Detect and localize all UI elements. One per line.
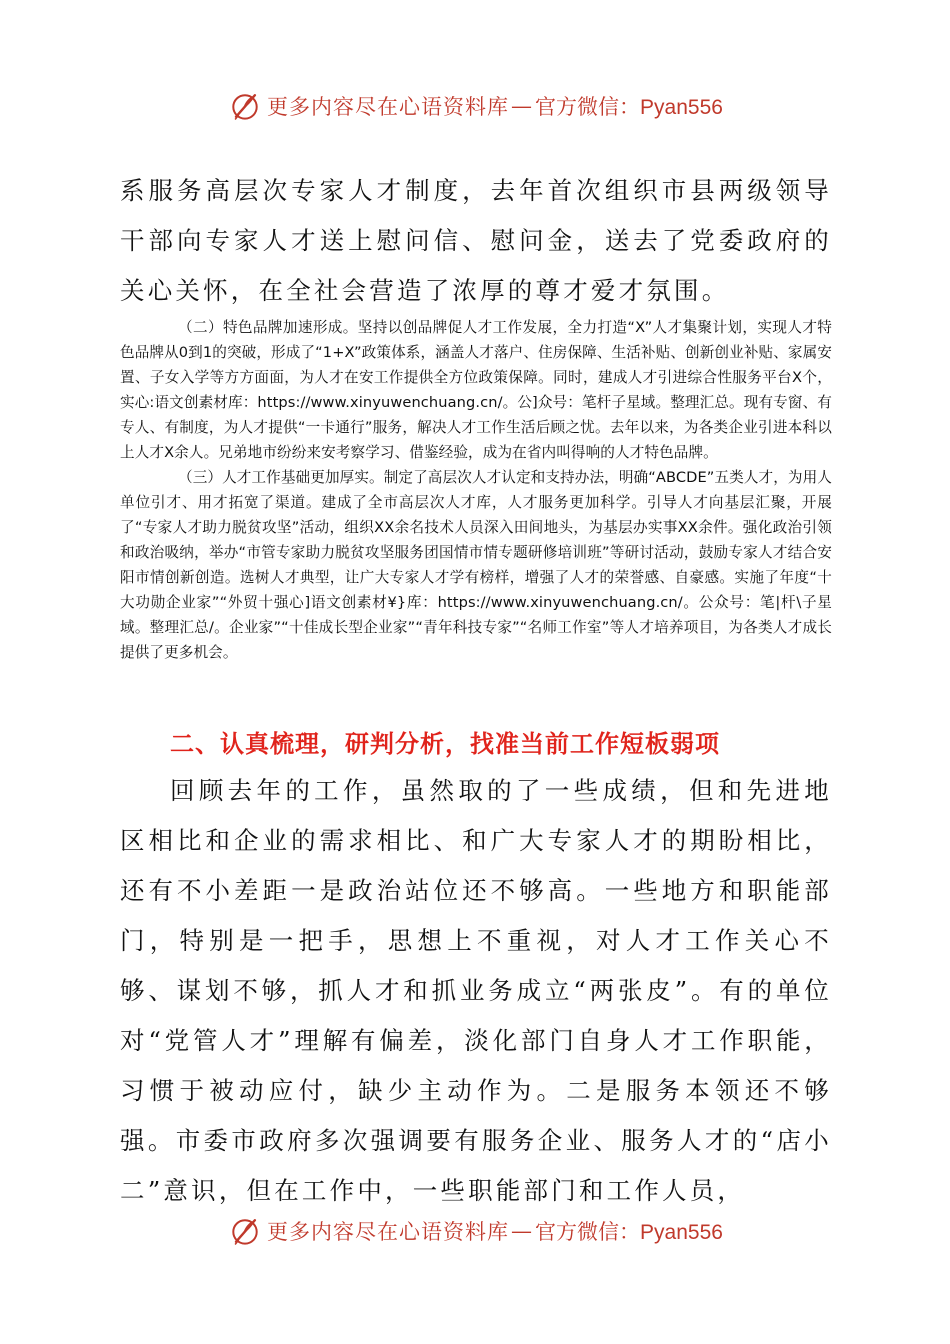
intro-paragraph: 系服务高层次专家人才制度，去年首次组织市县两级领导干部向专家人才送上慰问信、慰问金，送去了党委政府的关心关怀，在全社会营造了浓厚的尊才爱才氛围。: [120, 176, 832, 305]
header-banner: [0, 84, 950, 128]
foundation-paragraph: （三）人才工作基础更加厚实。制定了高层次人才认定和支持办法，明确“ABCDE”五类人才，为用人单位引才、用才拓宽了渠道。建成了全市高层次人才库，人才服务更加科学。引导人才向基层汇聚，开展了“专家人才助力脱贫攻坚”活动，组织XX余名技术人员深入田间地头，为基层办实事XX余件。强化政治引领和政治吸纳，举办“市管专家助力脱贫攻坚服务团国情市情专题研修培训班”等研讨活动，鼓励专家人才结合安阳市情创新创造。选树人才典型，让广大专家人才学有榜样，增强了人才的荣誉感、自豪感。实施了年度“十大功勋企业家”“外贸十强心]语文创素材¥}库：https://www.xinyuwenchuang.cn/。公众号：笔|杆\子星域。整理汇总/。企业家”“十佳成长型企业家”“青年科技专家”“名师工作室”等人才培养项目，为各类人才成长提供了更多机会。: [120, 469, 832, 661]
review-paragraph: 回顾去年的工作，虽然取的了一些成绩，但和先进地区相比和企业的需求相比、和广大专家人才的期盼相比，还有不小差距一是政治站位还不够高。一些地方和职能部门，特别是一把手，思想上不重视，对人才工作关心不够、谋划不够，抓人才和抓业务成立“两张皮”。有的单位对“党管人才”理解有偏差，淡化部门自身人才工作职能，习惯于被动应付，缺少主动作为。二是服务本领还不够强。市委市政府多次强调要有服务企业、服务人才的“店小二”意识，但在工作中，一些职能部门和工作人员，: [120, 776, 832, 1205]
brand-text: 更多内容尽在心语资料库: [267, 95, 510, 119]
banner-dash: —: [511, 1219, 534, 1243]
small-text-block: [120, 315, 832, 665]
brand-paragraph: （二）特色品牌加速形成。坚持以创品牌促人才工作发展，全力打造“X”人才集聚计划，实现人才特色品牌从0到1的突破，形成了“1+X”政策体系，涵盖人才落户、住房保障、生活补贴、创新创业补贴、家属安置、子女入学等方方面面，为人才在安工作提供全方位政策保障。同时，建成人才引进综合性服务平台X个，实心:语文创素材库：https://www.xinyuwenchuang.cn/。公]众号：笔杆子星域。整理汇总。现有专窗、有专人、有制度，为人才提供“一卡通行”服务，解决人才工作生活后顾之忧。去年以来，为各类企业引进本科以上人才X余人。兄弟地市纷纷来安考察学习、借鉴经验，成为在省内叫得响的人才特色品牌。: [120, 319, 832, 461]
wechat-text: 官方微信：Pyan556: [535, 96, 723, 119]
section-two: [120, 716, 832, 1216]
wechat-text: 官方微信：Pyan556: [535, 1221, 723, 1244]
footer-banner: [0, 1209, 950, 1253]
quill-logo-icon: [227, 1213, 263, 1249]
brand-text: 更多内容尽在心语资料库: [267, 1220, 510, 1244]
section-heading: 二、认真梳理，研判分析，找准当前工作短板弱项: [170, 730, 720, 758]
document-body: [120, 166, 832, 316]
banner-dash: —: [511, 94, 534, 118]
quill-logo-icon: [227, 88, 263, 124]
